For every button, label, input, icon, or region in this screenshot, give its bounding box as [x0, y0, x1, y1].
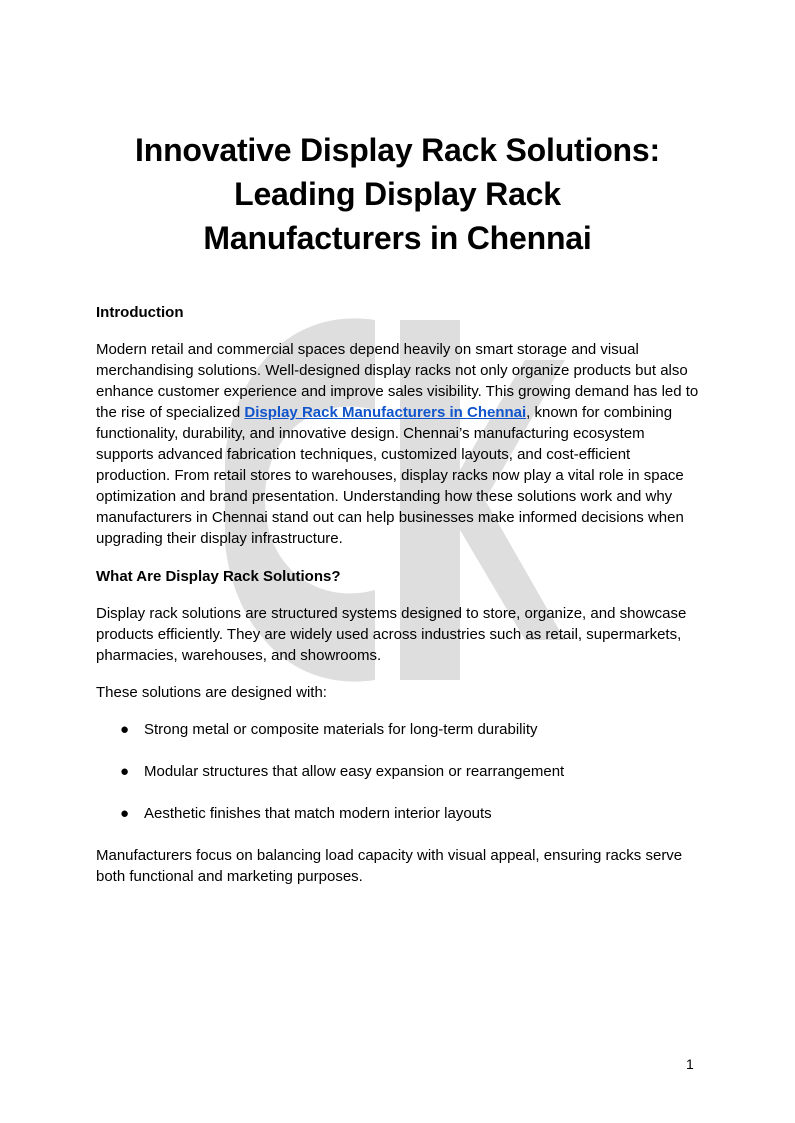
- list-item-text: Strong metal or composite materials for long-term durability: [144, 721, 538, 738]
- introduction-paragraph: [96, 339, 699, 549]
- what-are-paragraph: Display rack solutions are structured systems designed to store, organize, and showcase products efficiently. They are widely used across industries such as retail, supermarkets, pharmacies, warehouses, and showrooms.: [96, 605, 687, 664]
- document-title: [96, 128, 699, 260]
- document-content: [96, 128, 699, 887]
- list-item: [96, 803, 699, 824]
- intro-text-before-link: Modern retail and commercial spaces depend heavily on smart storage and visual merchandising solutions. Well-designed display racks not only organize products but also enhance customer experience and improve sales visibility. This growing demand has led to the rise of specialized: [96, 341, 699, 421]
- list-item-text: Modular structures that allow easy expansion or rearrangement: [144, 763, 565, 780]
- bullet-icon: ●: [120, 805, 130, 822]
- manufacturers-link[interactable]: Display Rack Manufacturers in Chennai: [244, 404, 527, 421]
- bullet-icon: ●: [120, 763, 130, 780]
- title-line-2: Leading Display Rack: [234, 176, 561, 212]
- page-number: 1: [686, 1056, 694, 1072]
- bullet-icon: ●: [120, 721, 130, 738]
- intro-text-after-link: , known for combining functionality, durability, and innovative design. Chennai’s manufacturing ecosystem supports advanced fabrication techniques, customized layouts, and cost-efficient production. From retail stores to warehouses, display racks now play a vital role in space optimization and brand presentation. Understanding how these solutions work and why manufacturers in Chennai stand out can help businesses make informed decisions when upgrading their display infrastructure.: [96, 404, 684, 547]
- list-item: [96, 719, 699, 740]
- list-item: [96, 761, 699, 782]
- what-are-heading: What Are Display Rack Solutions?: [96, 568, 341, 585]
- title-line-1: Innovative Display Rack Solutions:: [135, 132, 660, 168]
- closing-paragraph: Manufacturers focus on balancing load capacity with visual appeal, ensuring racks serve both functional and marketing purposes.: [96, 847, 683, 885]
- list-item-text: Aesthetic finishes that match modern interior layouts: [144, 805, 492, 822]
- title-line-3: Manufacturers in Chennai: [203, 220, 592, 256]
- features-list: [96, 719, 699, 824]
- introduction-heading: Introduction: [96, 304, 184, 321]
- title-block: [96, 128, 699, 260]
- designed-with-text: These solutions are designed with:: [96, 684, 327, 701]
